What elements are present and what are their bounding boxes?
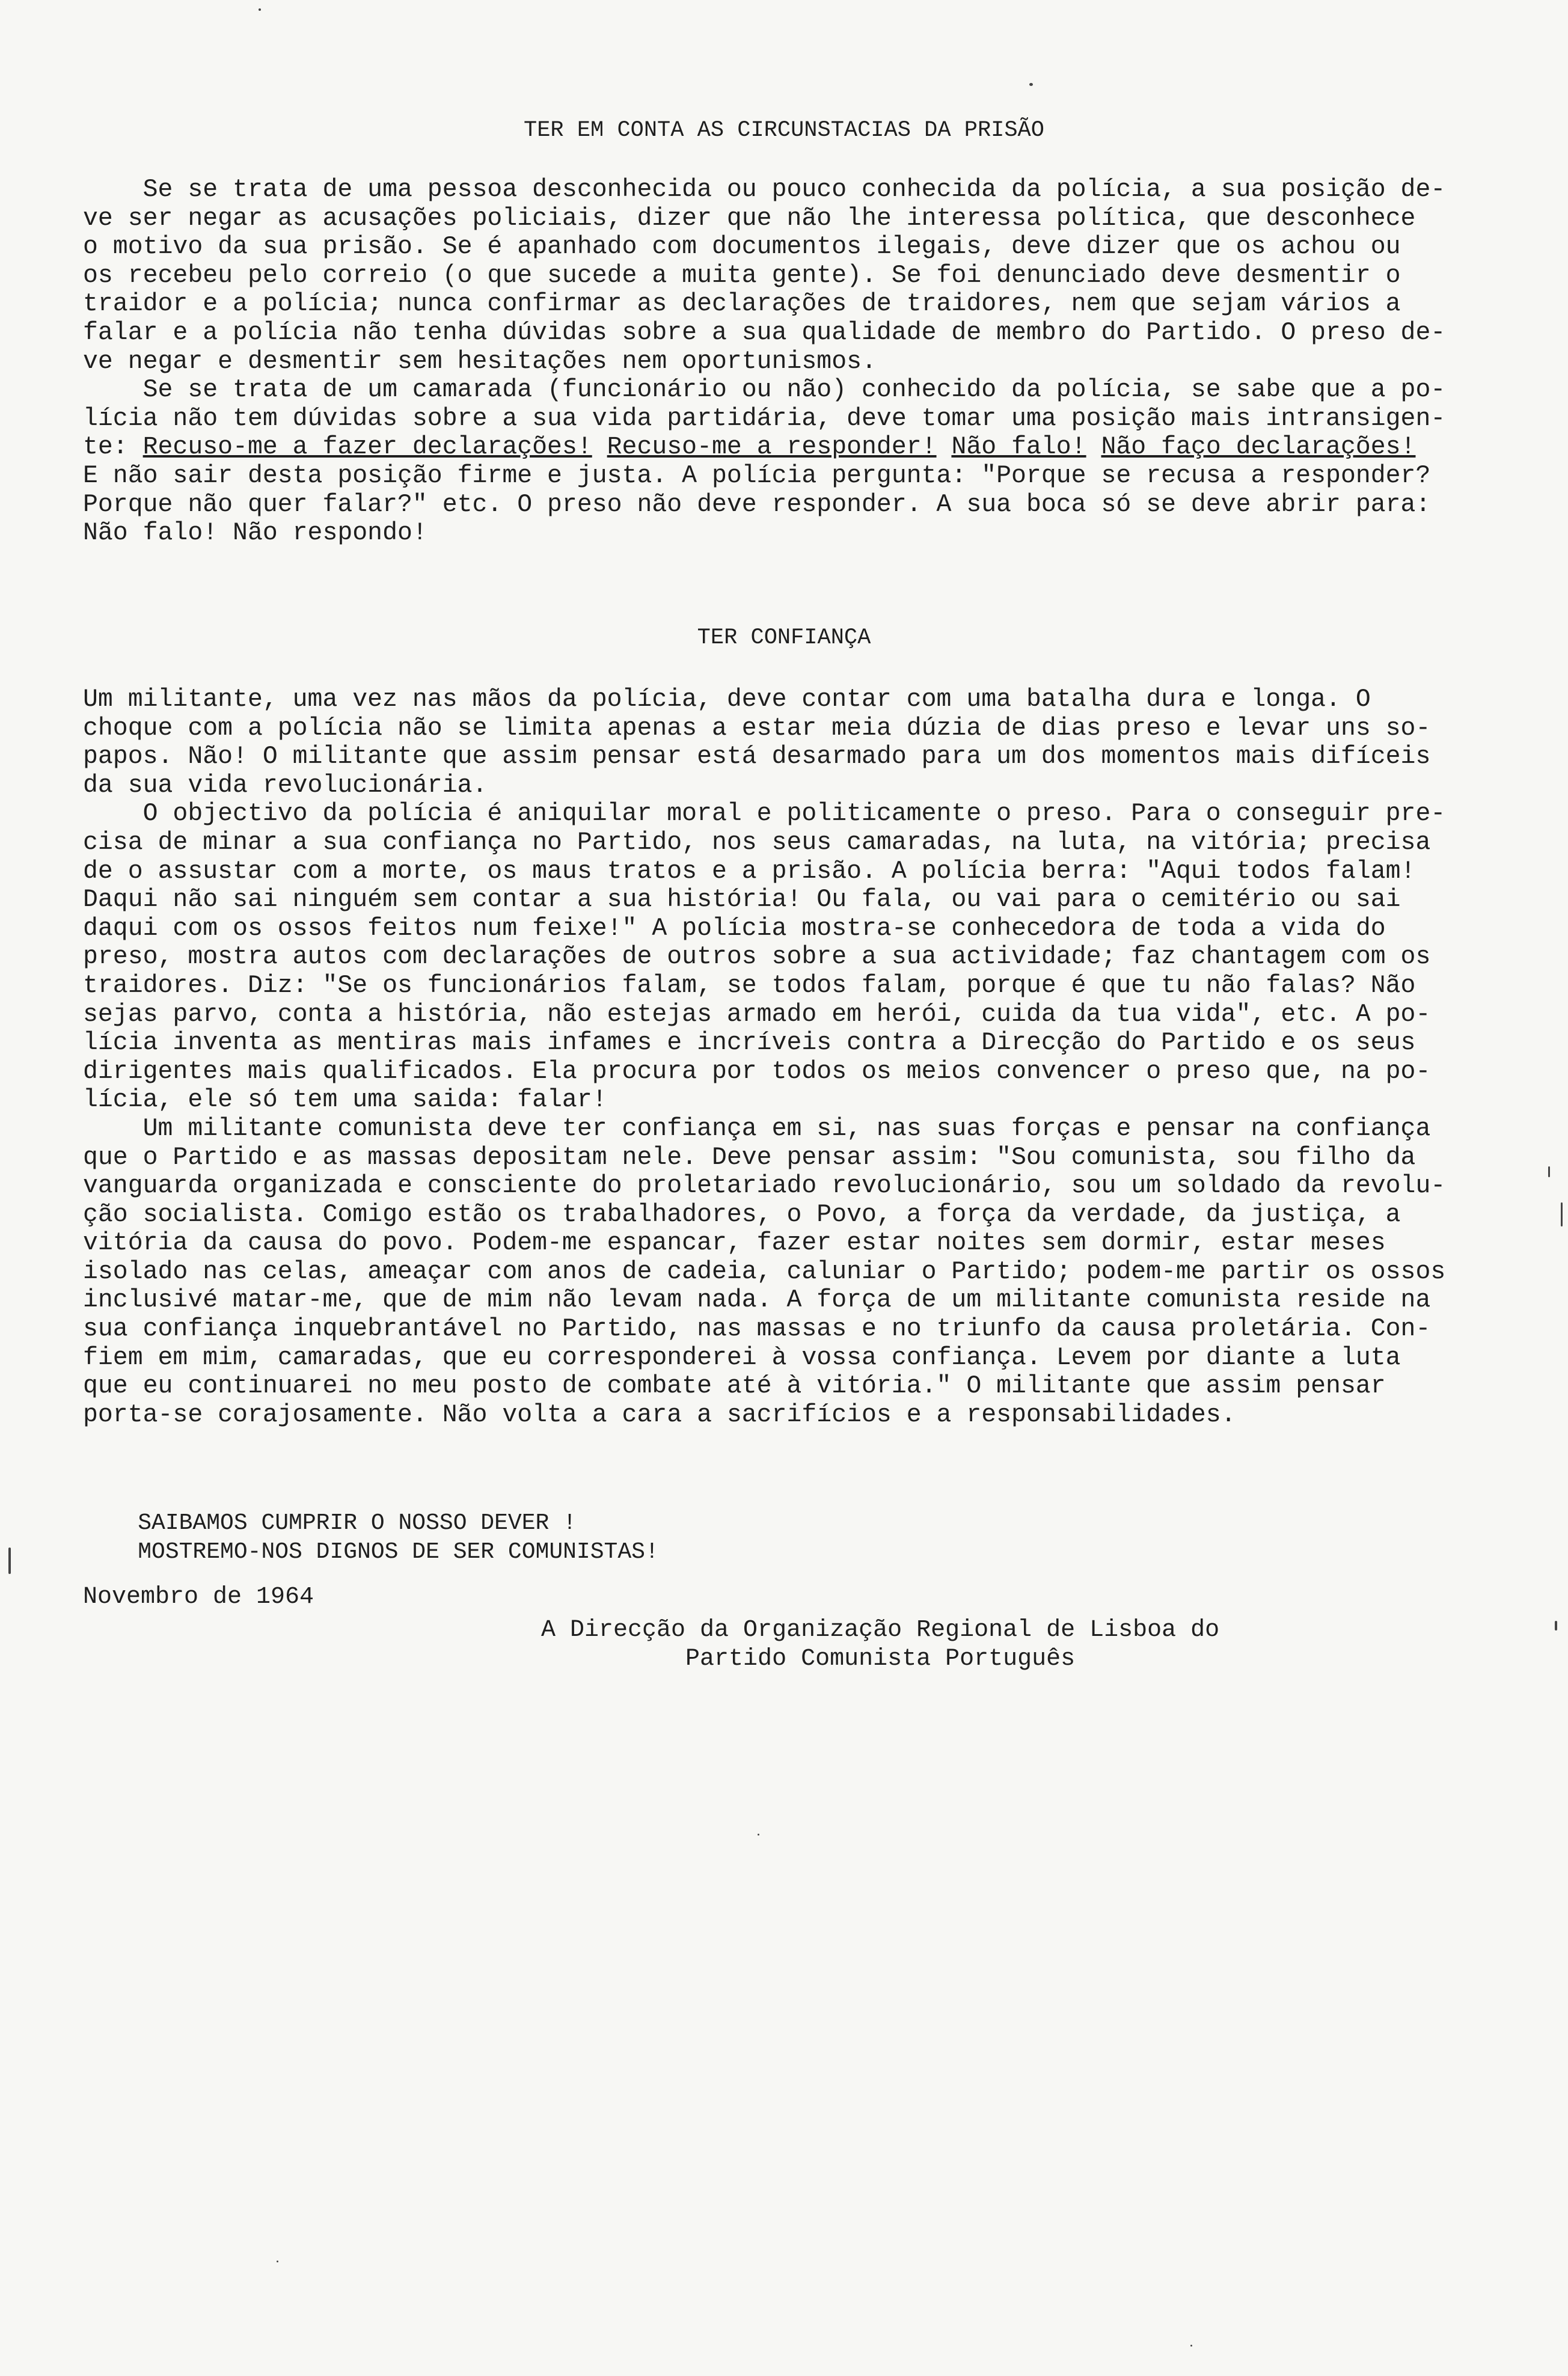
section1-line: traidor e a polícia; nunca confirmar as declarações de traidores, nem que sejam vários a [83, 290, 1401, 319]
scan-speck [1561, 1202, 1563, 1226]
scan-speck [1548, 1166, 1550, 1177]
section2-line: preso, mostra autos com declarações de outros sobre a sua actividade; faz chantagem com os [83, 943, 1431, 972]
section1-line: E não sair desta posição firme e justa. A polícia pergunta: "Porque se recusa a responder? [83, 461, 1431, 490]
signature-block [541, 1616, 1323, 1674]
section1-title: TER EM CONTA AS CIRCUNSTACIAS DA PRISÃO [524, 118, 1044, 143]
scan-speck [1029, 83, 1033, 86]
section1-line: os recebeu pelo correio (o que sucede a muita gente). Se foi denunciado deve desmentir o [83, 261, 1401, 290]
section2-line: ção socialista. Comigo estão os trabalhadores, o Povo, a força da verdade, da justiça, a [83, 1200, 1401, 1229]
section1-line: ve ser negar as acusações policiais, dizer que não lhe interessa política, que desconhece [83, 204, 1416, 233]
section2-title: TER CONFIANÇA [697, 625, 871, 651]
section2-line: choque com a polícia não se limita apenas a estar meia dúzia de dias preso e levar uns so- [83, 714, 1431, 742]
refusal-phrase: Recuso-me a fazer declarações! [142, 433, 592, 462]
signature-line: Partido Comunista Português [541, 1646, 1076, 1673]
refusal-line [83, 433, 1454, 462]
scan-speck [1555, 1621, 1557, 1630]
section2-line: cisa de minar a sua confiança no Partido, nos seus camaradas, na luta, na vitória; precisa [83, 828, 1431, 857]
scan-speck [758, 1834, 759, 1836]
section2-body [83, 685, 1454, 1429]
document-date: Novembro de 1964 [83, 1584, 314, 1611]
section1-line: o motivo da sua prisão. Se é apanhado com documentos ilegais, deve dizer que os achou ou [83, 233, 1401, 262]
section1-line: ve negar e desmentir sem hesitações nem oportunismos. [83, 347, 877, 376]
section2-line: Um militante, uma vez nas mãos da polícia, deve contar com uma batalha dura e longa. O [83, 685, 1371, 714]
section2-line: inclusivé matar-me, que de mim não levam nada. A força de um militante comunista reside na [83, 1286, 1431, 1315]
section2-line: que eu continuarei no meu posto de combate até à vitória." O militante que assim pensar [83, 1372, 1386, 1401]
section1-line: Se se trata de um camarada (funcionário ou não) conhecido da polícia, se sabe que a po- [83, 376, 1446, 405]
section2-line: que o Partido e as massas depositam nele. Deve pensar assim: "Sou comunista, sou filho da [83, 1143, 1416, 1172]
section2-line: daqui com os ossos feitos num feixe!" A polícia mostra-se conhecedora de toda a vida do [83, 914, 1386, 943]
section2-line: Daqui não sai ninguém sem contar a sua história! Ou fala, ou vai para o cemitério ou sai [83, 886, 1401, 914]
section1-line: Porque não quer falar?" etc. O preso não deve responder. A sua boca só se deve abrir para: [83, 490, 1431, 519]
slogan-line: MOSTREMO-NOS DIGNOS DE SER COMUNISTAS! [83, 1539, 659, 1565]
section2-line: Um militante comunista deve ter confiança em si, nas suas forças e pensar na confiança [83, 1114, 1431, 1143]
refusal-phrase: Não falo! [951, 433, 1086, 462]
scan-speck [8, 1548, 11, 1574]
closing-slogans [83, 1509, 1454, 1567]
refusal-phrase: Recuso-me a responder! [607, 433, 937, 462]
section2-line: lícia inventa as mentiras mais infames e incríveis contra a Direcção do Partido e os seus [83, 1029, 1416, 1058]
scan-speck [1190, 2345, 1192, 2347]
slogan-line: SAIBAMOS CUMPRIR O NOSSO DEVER ! [83, 1510, 577, 1536]
signature-line: A Direcção da Organização Regional de Lisboa do [541, 1617, 1220, 1644]
section1-line: falar e a polícia não tenha dúvidas sobre a sua qualidade de membro do Partido. O preso de- [83, 318, 1446, 347]
section2-line: sejas parvo, conta a história, não estejas armado em herói, cuida da tua vida", etc. A po- [83, 1000, 1431, 1029]
section2-line: papos. Não! O militante que assim pensar está desarmado para um dos momentos mais difíceis [83, 742, 1431, 771]
section2-line: de o assustar com a morte, os maus tratos e a prisão. A polícia berra: "Aqui todos falam! [83, 857, 1416, 886]
section2-line: traidores. Diz: "Se os funcionários falam, se todos falam, porque é que tu não falas? Não [83, 971, 1416, 1000]
section2-line: vitória da causa do povo. Podem-me espancar, fazer estar noites sem dormir, estar meses [83, 1229, 1386, 1258]
section2-line: sua confiança inquebrantável no Partido, nas massas e no triunfo da causa proletária. Con- [83, 1315, 1431, 1344]
section2-line: vanguarda organizada e consciente do proletariado revolucionário, sou um soldado da revolu- [83, 1172, 1446, 1201]
section2-line: isolado nas celas, ameaçar com anos de cadeia, caluniar o Partido; podem-me partir os ossos [83, 1257, 1446, 1286]
section1-line: lícia não tem dúvidas sobre a sua vida partidária, deve tomar uma posição mais intransigen- [83, 404, 1446, 433]
refusal-phrase: Não faço declarações! [1101, 433, 1416, 462]
section2-line: fiem em mim, camaradas, que eu corresponderei à vossa confiança. Levem por diante a luta [83, 1343, 1401, 1372]
scan-speck [259, 8, 261, 11]
section2-line: da sua vida revolucionária. [83, 771, 488, 800]
section2-line: lícia, ele só tem uma saida: falar! [83, 1086, 607, 1115]
scan-speck [277, 2261, 278, 2262]
refusal-prefix: te: [83, 433, 143, 462]
section2-line: O objectivo da polícia é aniquilar moral e politicamente o preso. Para o conseguir pre- [83, 800, 1446, 828]
section1-line: Se se trata de uma pessoa desconhecida ou pouco conhecida da polícia, a sua posição de- [83, 176, 1446, 204]
section2-line: porta-se corajosamente. Não volta a cara a sacrifícios e a responsabilidades. [83, 1400, 1236, 1429]
section1-line: Não falo! Não respondo! [83, 519, 427, 548]
section2-line: dirigentes mais qualificados. Ela procura por todos os meios convencer o preso que, na po- [83, 1057, 1431, 1086]
section1-body [83, 176, 1454, 548]
